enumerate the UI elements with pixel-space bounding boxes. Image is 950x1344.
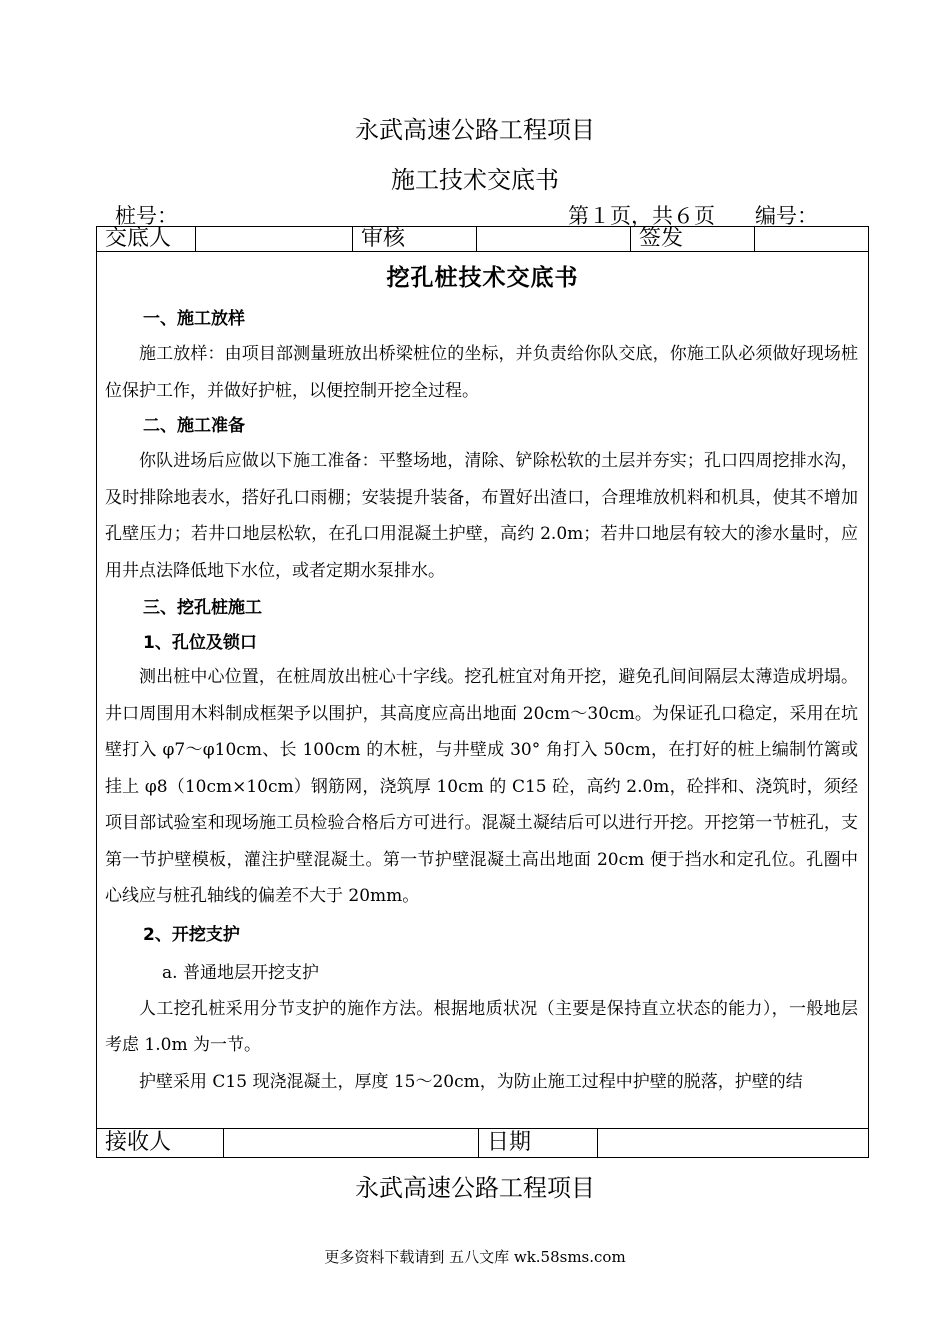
next-page-project-title: 永武高速公路工程项目 <box>355 1174 595 1202</box>
section-2-heading: 二、施工准备 <box>143 416 245 436</box>
receiver-value <box>224 1129 479 1158</box>
page-info: 第１页，共６页 <box>568 204 715 228</box>
signature-table <box>96 226 869 252</box>
document-title: 挖孔桩技术交底书 <box>386 265 579 291</box>
section-3-1-heading: 1、孔位及锁口 <box>143 633 257 653</box>
section-1-heading: 一、施工放样 <box>143 309 245 329</box>
document-type-title: 施工技术交底书 <box>391 166 559 194</box>
section-3-heading: 三、挖孔桩施工 <box>143 598 262 618</box>
section-3-2-subheading: a. 普通地层开挖支护 <box>162 962 319 983</box>
receipt-table <box>96 1128 869 1158</box>
reviewer-value <box>477 227 631 252</box>
date-label: 日期 <box>479 1129 598 1158</box>
download-note: 更多资料下载请到 五八文库 wk.58sms.com <box>324 1248 626 1266</box>
project-title: 永武高速公路工程项目 <box>355 116 595 144</box>
presenter-value <box>196 227 353 252</box>
section-1-text: 施工放样：由项目部测量班放出桥梁桩位的坐标，并负责给你队交底，你施工队必须做好现场桩位保护工作，并做好护桩，以便控制开挖全过程。 <box>105 344 858 401</box>
issuer-label: 签发 <box>631 227 755 252</box>
date-value <box>598 1129 869 1158</box>
reviewer-label: 审核 <box>353 227 477 252</box>
document-body <box>96 251 869 1129</box>
section-2-text: 你队进场后应做以下施工准备：平整场地，清除、铲除松软的土层并夯实；孔口四周挖排水沟，及时排除地表水，搭好孔口雨棚；安装提升装备，布置好出渣口，合理堆放机料和机具，使其不增加孔壁压力；若井口地层松软，在孔口用混凝土护壁，高约 2.0m；若井口地层有较大的渗水量时，应用井点法降低地下水位，或者定期水泵排水。 <box>105 451 858 581</box>
receiver-label: 接收人 <box>97 1129 224 1158</box>
section-3-2-text-1: 人工挖孔桩采用分节支护的施作方法。根据地质状况（主要是保持直立状态的能力），一般地层考虑 1.0m 为一节。 <box>105 998 858 1055</box>
section-3-2-text-2: 护壁采用 C15 现浇混凝土，厚度 15～20cm，为防止施工过程中护壁的脱落，护壁的结 <box>139 1071 803 1092</box>
presenter-label: 交底人 <box>97 227 196 252</box>
section-3-1-text: 测出桩中心位置，在桩周放出桩心十字线。挖孔桩宜对角开挖，避免孔间间隔层太薄造成坍塌。井口周围用木料制成框架予以围护，其高度应高出地面 20cm～30cm。为保证孔口稳定，采用在坑壁打入 φ7～φ10cm、长 100cm 的木桩，与井壁成 30° 角打入 50cm，在打好的桩上编制竹篱或挂上 φ8（10cm×10cm）钢筋网，浇筑厚 10cm 的 C15 砼，高约 2.0m，砼拌和、浇筑时，须经项目部试验室和现场施工员检验合格后方可进行。混凝土凝结后可以进行开挖。开挖第一节桩孔，支第一节护壁模板，灌注护壁混凝土。第一节护壁混凝土高出地面 20cm 便于挡水和定孔位。孔圈中心线应与桩孔轴线的偏差不大于 20mm。 <box>105 667 858 906</box>
number-label: 编号： <box>755 204 818 228</box>
issuer-value <box>755 227 869 252</box>
pile-number-label: 桩号： <box>115 204 178 228</box>
section-3-2-heading: 2、开挖支护 <box>143 924 240 945</box>
